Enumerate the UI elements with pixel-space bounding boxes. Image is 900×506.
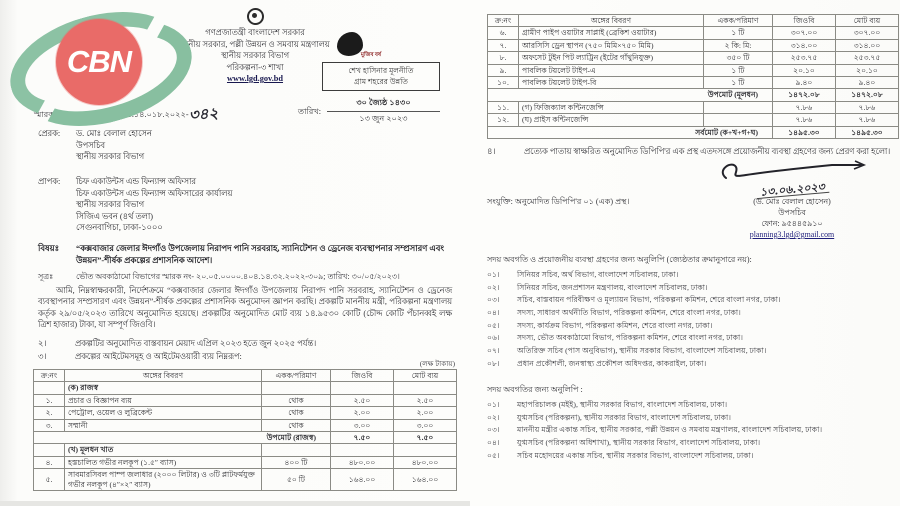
cc-list-item [487,333,899,343]
cc-list-item [487,413,899,423]
clause-4-text: প্রত্যেক পাতায় স্বাক্ষরিত অনুমোদিত ডিপিপি'র এক প্রস্থ এতদসঙ্গে প্রয়োজনীয় ব্যবস্থা গ্রহণের জন্য প্রেরণ করা হলো। [524,147,891,156]
cc-item-text: মাননীয় মন্ত্রীর একান্ত সচিব, স্থানীয় সরকার, পল্লী উন্নয়ন ও সমবায় মন্ত্রণালয়, বাংলাদেশ সচিবালয়, ঢাকা। [517,425,823,435]
table-row: সর্বমোট (ক+খ+গ+ঘ) ১৪৯৫.৩০ ১৪৯৫.৩০ [488,126,899,138]
table-row: ১২. (ঘ) প্রাইস কন্টিনজেন্সি ৭.৮৬ ৭.৮৬ [488,114,899,126]
mujib-logo-caption: মুজিব বর্ষ [360,52,381,58]
govt-name: গণপ্রজাতন্ত্রী বাংলাদেশ সরকার [205,28,305,37]
clause-2-text: প্রকল্পটির অনুমোদিত বাস্তবায়ন মেয়াদ এপ্রিল ২০২৩ হতে জুন ২০২৫ পর্যন্ত। [75,339,317,348]
cc-item-text: প্রধান প্রকৌশলী, জনস্বাস্থ্য প্রকৌশল অধিদপ্তর, কাকরাইল, ঢাকা। [517,358,707,368]
clause-2-number: ২। [38,339,47,348]
date-block [298,97,440,126]
cc-item-number: ০২। [487,282,500,292]
signature-date-handwritten: ১৩.০৬.২০২৩ [755,181,829,199]
cc-item-number: ০৫। [487,450,500,460]
cc-item-number: ০৩। [487,425,500,435]
cc-list-item [487,438,899,448]
sender-label: প্রেরক: [38,129,61,138]
cbn-watermark [6,8,196,120]
column-header: মোট ব্যয় [836,15,899,27]
table-row: ২. পেট্রোল, ওয়েল ও লুব্রিকেন্ট থোক ২.০০ ২.০০ [34,407,457,419]
clause-2 [38,338,452,349]
cc-list-item [487,308,899,318]
cc-item-text: মহাপরিচালক (মইই), স্থানীয় সরকার বিভাগ, বাংলাদেশ সচিবালয়, ঢাকা। [517,400,728,409]
unit-note: (লক্ষ টাকায়) [419,360,455,368]
reference-label: সূত্রঃ [38,272,54,281]
recipient-line: সিজিএ ভবন (৪র্থ তলা) [76,211,154,221]
slogan-box [322,62,440,91]
cc-item-number: ০৪। [487,438,500,448]
clause-4-number: ৪। [487,147,496,156]
table-row: ১০. পাবলিক টয়লেট টাইপ-বি ১ টি ৯.৪০ ৯.৪০ [488,77,899,89]
table-row: ১১. (গ) ফিজিক্যাল কন্টিনজেন্সি ৭.৮৬ ৭.৮৬ [488,101,899,113]
reference-text: ভৌত অবকাঠামো বিভাগের স্মারক নং- ২০.০৫.০০০০.৪০৪.১৪.৩২.২০২২-৩০৯; তারিখ: ৩০/০৫/২০২৩। [76,272,400,281]
division-name: স্থানীয় সরকার বিভাগ [220,51,290,60]
national-emblem-icon [247,8,264,25]
memo-value: ৪৬.০০.০০০০.০৯৫.১৪.০১৮.২০২২- [67,110,189,119]
table-row: ৮. অফসেট টুইন পিট ল্যাট্রিন (ইটের গাঁথুনিযুক্ত) ৩৫০ টি ২৫৩.৭৫ ২৫৩.৭৫ [488,52,899,64]
table-header-row [488,15,899,27]
column-header: ক্র:নং [488,15,519,27]
recipient-line: স্থানীয় সরকার বিভাগ [76,200,145,210]
column-header: অঙ্গের বিবরণ [519,15,704,27]
branch-name: পরিকল্পনা-৩ শাখা [226,62,284,72]
table-row: (ক) রাজস্ব [34,382,457,394]
recipient-line: সেগুনবাগিচা, ঢাকা-১০০০ [76,223,163,233]
table-row: ১. প্রচার ও বিজ্ঞাপন ব্যয় থোক ২.৫০ ২.৫০ [34,394,457,406]
body-paragraph: আমি, নিম্নস্বাক্ষরকারী, নির্দেশক্রমে “কক্সবাজার জেলার ঈদগাঁও উপজেলায় নিরাপদ পানি সরবরাহ, স্যানিটেশন ও ড্রেনেজ ব্যবস্থাপনার সম্প্রসারণ এবং উন্নয়ন”-শীর্ষক প্রকল্পের প্রশাসনিক অনুমোদন জ্ঞাপন করছি। প্রকল্পটি মাননীয় মন্ত্রী, পরিকল্পনা মন্ত্রণালয় কর্তৃক ২৯/০৫/২০২৩ তারিখে অনুমোদিত হয়েছে। প্রকল্পটির অনুমোদিত মোট ব্যয় ১৪.৯৫৩০ কোটি (চৌদ্দ কোটি পঁচানব্বই লক্ষ ত্রিশ হাজার) টাকা, যা সম্পূর্ণ জিওবি। [38,286,452,329]
clause-3-number: ৩। [38,352,47,361]
table-row: ৯. পাবলিক টয়লেট টাইপ-এ ১ টি ২০.১০ ২০.১০ [488,64,899,76]
cc-action-title: সদয় অবগতি ও প্রয়োজনীয় ব্যবস্থা গ্রহণের জন্য অনুলিপি (জ্যেষ্ঠতার ক্রমানুসারে নয়): [487,255,752,264]
memo-handwritten-number: ৩৪২ [187,104,219,125]
cc-item-number: ০৩। [487,295,500,305]
cc-item-number: ০১। [487,400,500,409]
cc-item-number: ০৬। [487,333,500,343]
sender-line: ড. মোঃ বেলাল হোসেন [76,129,152,138]
cc-item-text: সচিব, বাস্তবায়ন পরিবীক্ষণ ও মূল্যায়ন বিভাগ, পরিকল্পনা কমিশন, শেরে বাংলা নগর, ঢাকা। [517,295,781,305]
column-header: একক/পরিমাণ [262,370,331,382]
table-row: ৩. সম্মানী থোক ৩.০০ ৩.০০ [34,419,457,431]
slogan-line-2: গ্রাম শহরের উন্নতি [354,76,408,86]
attachment-note: সংযুক্তি: অনুমোদিত ডিপিপি'র ০১ (এক) প্রস্থ। [487,197,630,206]
cc-item-text: অতিরিক্ত সচিব (পাস অনুবিভাগ), স্থানীয় সরকার বিভাগ, বাংলাদেশ সচিবালয়, ঢাকা। [517,346,767,356]
column-header: মোট ব্যয় [394,370,457,382]
cc-info-list [487,400,899,463]
cc-item-number: ০৪। [487,308,500,318]
recipient-label: প্রাপক: [38,177,61,186]
reference-row [38,271,452,284]
cbn-logo-circle [56,19,142,105]
cc-item-text: যুগ্মসচিব (পরিকল্পনা), স্থানীয় সরকার বিভাগ, বাংলাদেশ সচিবালয়, ঢাকা। [517,412,732,422]
cc-item-number: ০৭। [487,346,500,356]
sender-line: উপসচিব [76,140,106,150]
memo-label: স্মারক নং- [34,110,68,119]
cc-list-item [487,425,899,435]
cc-item-text: সদস্য, সাধারণ অর্থনীতি বিভাগ, পরিকল্পনা কমিশন, শেরে বাংলা নগর, ঢাকা। [517,308,741,318]
table-row: ৪. হস্তচালিত গভীর নলকূপ (১.৫″ ব্যাস) ৪০০ টি ৪৮০.০০ ৪৮০.০০ [34,456,457,468]
table-row: ৭. আরসিসি ড্রেন স্থাপন (৭৫০ মিমি×৭৫০ মিমি) ২ কি: মি: ৩১৪.০০ ৩১৪.০০ [488,39,899,51]
cc-item-text: সদস্য, কার্যক্রম বিভাগ, পরিকল্পনা কমিশন, শেরে বাংলা নগর, ঢাকা। [517,320,713,330]
date-bangla: ৩০ জ্যৈষ্ঠ ১৪৩০ [327,97,440,112]
subject-row [38,243,452,266]
cc-info-title: সদয় অবগতির জন্য অনুলিপি : [487,385,583,394]
cc-list-item [487,346,899,356]
date-label: তারিখ: [298,107,322,116]
cc-item-number: ০১। [487,270,500,279]
signer-designation: উপসচিব [778,208,806,217]
table-row: (খ) মূলধন খাত [34,444,457,456]
cc-item-text: সিনিয়র সচিব, জনপ্রশাসন মন্ত্রণালয়, বাংলাদেশ সচিবালয়, ঢাকা। [517,282,708,292]
slogan-line-1: শেখ হাসিনার মূলনীতি [348,66,414,75]
cc-item-text: সদস্য, ভৌত অবকাঠামো বিভাগ, পরিকল্পনা কমিশন, শেরে বাংলা নগর, ঢাকা। [517,333,744,343]
table-row: উপমোট (মূলধন) ১৪৭২.০৮ ১৪৭২.০৮ [488,89,899,101]
cbn-logo-text: CBN [66,44,132,79]
cc-list-item [487,270,899,280]
cc-list-item [487,359,899,369]
recipient-line: চিফ একাউন্টস এন্ড ফিন্যান্স অফিসারের কার্যালয় [76,188,233,198]
table-row: ৬. গ্রামীণ পাইপ ওয়াটার সাপ্লাই (ব্রেকিশ ওয়াটার) ১ টি ৩০৭.০০ ৩০৭.০০ [488,27,899,39]
cc-list-item [487,451,899,461]
table-row: ৫. সাবমারসিবল পাম্প জলাধার (২০০০ লিটার) ও ৩টি প্লাটফর্মযুক্ত গভীর নলকূপ (৪″×২″ ব্যাস) ৫০ টি ১৬৪.০০ ১৬৪.০০ [34,469,457,491]
clause-3-text: প্রকল্পের আইটেমসমূহ ও আইটেমওয়ারী ব্যয় নিম্নরূপ: [75,352,242,361]
table-row: উপমোট (রাজস্ব) ৭.৫০ ৭.৫০ [34,432,457,444]
cc-item-text: সিনিয়র সচিব, অর্থ বিভাগ, বাংলাদেশ সচিবালয়, ঢাকা। [517,270,679,279]
column-header: অঙ্গের বিবরণ [65,370,262,382]
sender-block [38,128,298,163]
cc-item-number: ০৫। [487,320,500,330]
cc-item-number: ০৮। [487,358,500,368]
signature-scribble-icon [712,158,872,184]
signer-phone: ফোন: ৯৫৪৪৫৯১০ [761,219,823,228]
cc-list-item [487,400,899,410]
cc-item-text: যুগ্মসচিব (পরিকল্পনা অধিশাখা), স্থানীয় সরকার বিভাগ, বাংলাদেশ সচিবালয়, ঢাকা। [517,438,761,448]
ministry-name: স্থানীয় সরকার, পল্লী উন্নয়ন ও সমবায় মন্ত্রণালয় [180,39,330,49]
subject-text: “কক্সবাজার জেলার ঈদগাঁও উপজেলায় নিরাপদ পানি সরবরাহ, স্যানিটেশন ও ড্রেনেজ ব্যবস্থাপনার সম্প্রসারণ এবং উন্নয়ন”-শীর্ষক প্রকল্পের প্রশাসনিক আদেশ। [76,244,445,265]
cc-action-list [487,270,899,372]
mujib-borsho-logo [331,30,381,60]
sender-line: স্থানীয় সরকার বিভাগ [76,152,145,162]
cc-list-item [487,321,899,331]
column-header: জিওবি [331,370,394,382]
date-english: ১৩ জুন ২০২৩ [359,114,408,123]
cc-item-number: ০২। [487,412,500,422]
column-header: একক/পরিমাণ [704,15,773,27]
recipient-line: চিফ একাউন্টস এন্ড ফিন্যান্স অফিসার [76,177,196,186]
cc-item-text: সচিব মহোদয়ের একান্ত সচিব, স্থানীয় সরকার বিভাগ, বাংলাদেশ সচিবালয়, ঢাকা। [517,450,754,460]
mujib-portrait-icon [337,32,363,56]
signer-email-link[interactable]: planning3.lgd@gmail.com [749,230,835,239]
column-header: ক্র:নং [34,370,65,382]
column-header: জিওবি [773,15,836,27]
clause-4 [487,146,899,157]
cc-list-item [487,295,899,305]
website-link[interactable]: www.lgd.gov.bd [226,74,284,83]
cost-table-page2 [487,14,899,139]
subject-label: বিষয়ঃ [38,244,60,253]
signature-block [697,158,887,240]
scan-edge-shadow [0,501,470,506]
signer-name: (ড. মোঃ বেলাল হোসেন) [753,197,831,206]
cost-table-page1 [33,369,457,491]
cc-list-item [487,283,899,293]
page-2 [465,0,900,506]
table-header-row [34,370,457,382]
recipient-block [38,176,338,234]
